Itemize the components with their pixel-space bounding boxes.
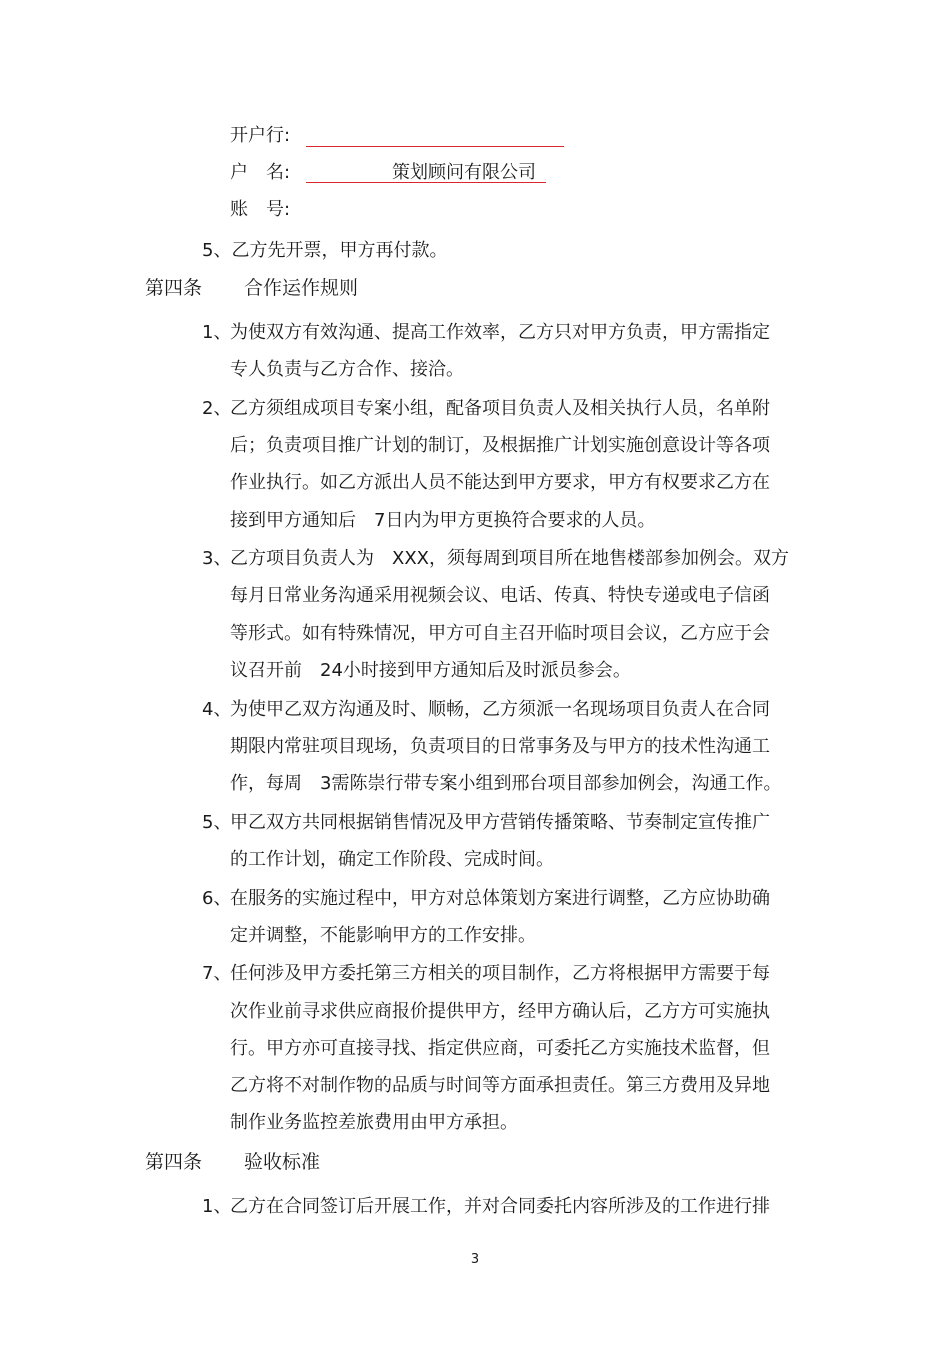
section-acceptance-title: 验收标准 — [244, 1151, 321, 1173]
list-item-line: 任何涉及甲方委托第三方相关的项目制作，乙方将根据甲方需要于每 — [230, 963, 770, 985]
list-item-number: 1、 — [202, 322, 232, 343]
list-item-line: 为使甲乙双方沟通及时、顺畅，乙方须派一名现场项目负责人在合同 — [230, 698, 770, 720]
list-item-line: 每月日常业务沟通采用视频会议、电话、传真、特快专递或电子信函 — [230, 585, 770, 607]
list-item-number: 2、 — [202, 397, 232, 419]
list-item-line: 甲乙双方共同根据销售情况及甲方营销传播策略、节奏制定宣传推广 — [230, 811, 770, 833]
list-item-line: 作业执行。如乙方派出人员不能达到甲方要求，甲方有权要求乙方在 — [230, 472, 770, 494]
payment-item: 5、乙方先开票，甲方再付款。 — [202, 240, 448, 261]
list-item-line: 等形式。如有特殊情况，甲方可自主召开临时项目会议，乙方应于会 — [230, 622, 770, 644]
list-item-line: 作，每周 3需陈崇行带专案小组到邢台项目部参加例会，沟通工作。 — [230, 772, 782, 794]
list-item-number: 5、 — [202, 811, 232, 833]
list-item-number: 6、 — [202, 887, 232, 909]
bank-label: 开户行: — [230, 125, 291, 146]
list-item-line: 制作业务监控差旅费用由甲方承担。 — [230, 1112, 518, 1134]
section-rules-number: 第四条 — [145, 277, 203, 299]
list-item-line: 期限内常驻项目现场，负责项目的日常事务及与甲方的技术性沟通工 — [230, 735, 770, 757]
list-item-number: 3、 — [202, 548, 232, 570]
section-rules-title: 合作运作规则 — [244, 277, 359, 299]
page-number: 3 — [470, 1252, 480, 1267]
bank-underline — [306, 146, 564, 147]
account-name-label: 户 名: — [230, 162, 291, 183]
account-name-underline — [306, 182, 546, 183]
section-acceptance-number: 第四条 — [145, 1151, 203, 1173]
account-name-value: 策划顾问有限公司 — [392, 162, 536, 183]
list-item-line: 专人负责与乙方合作、接洽。 — [230, 359, 464, 381]
list-item-line: 为使双方有效沟通、提高工作效率，乙方只对甲方负责，甲方需指定 — [230, 322, 770, 343]
list-item-line: 接到甲方通知后 7日内为甲方更换符合要求的人员。 — [230, 509, 656, 531]
list-item-number: 1、 — [202, 1196, 232, 1217]
list-item-line: 定并调整，不能影响甲方的工作安排。 — [230, 924, 536, 946]
list-item-line: 议召开前 24小时接到甲方通知后及时派员参会。 — [230, 659, 631, 681]
list-item-line: 次作业前寻求供应商报价提供甲方，经甲方确认后，乙方方可实施执 — [230, 1000, 770, 1022]
list-item-line: 的工作计划，确定工作阶段、完成时间。 — [230, 848, 554, 870]
account-number-label: 账 号: — [230, 199, 291, 220]
list-item-line: 后；负责项目推广计划的制订，及根据推广计划实施创意设计等各项 — [230, 435, 770, 457]
list-item-line: 乙方项目负责人为 XXX，须每周到项目所在地售楼部参加例会。双方 — [230, 548, 789, 570]
list-item-line: 乙方将不对制作物的品质与时间等方面承担责任。第三方费用及异地 — [230, 1075, 770, 1096]
list-item-number: 4、 — [202, 698, 232, 720]
list-item-line: 乙方在合同签订后开展工作，并对合同委托内容所涉及的工作进行排 — [230, 1196, 770, 1217]
list-item-line: 乙方须组成项目专案小组，配备项目负责人及相关执行人员，名单附 — [230, 397, 770, 419]
list-item-number: 7、 — [202, 963, 232, 985]
list-item-line: 行。甲方亦可直接寻找、指定供应商，可委托乙方实施技术监督，但 — [230, 1037, 770, 1059]
list-item-line: 在服务的实施过程中，甲方对总体策划方案进行调整，乙方应协助确 — [230, 887, 770, 909]
